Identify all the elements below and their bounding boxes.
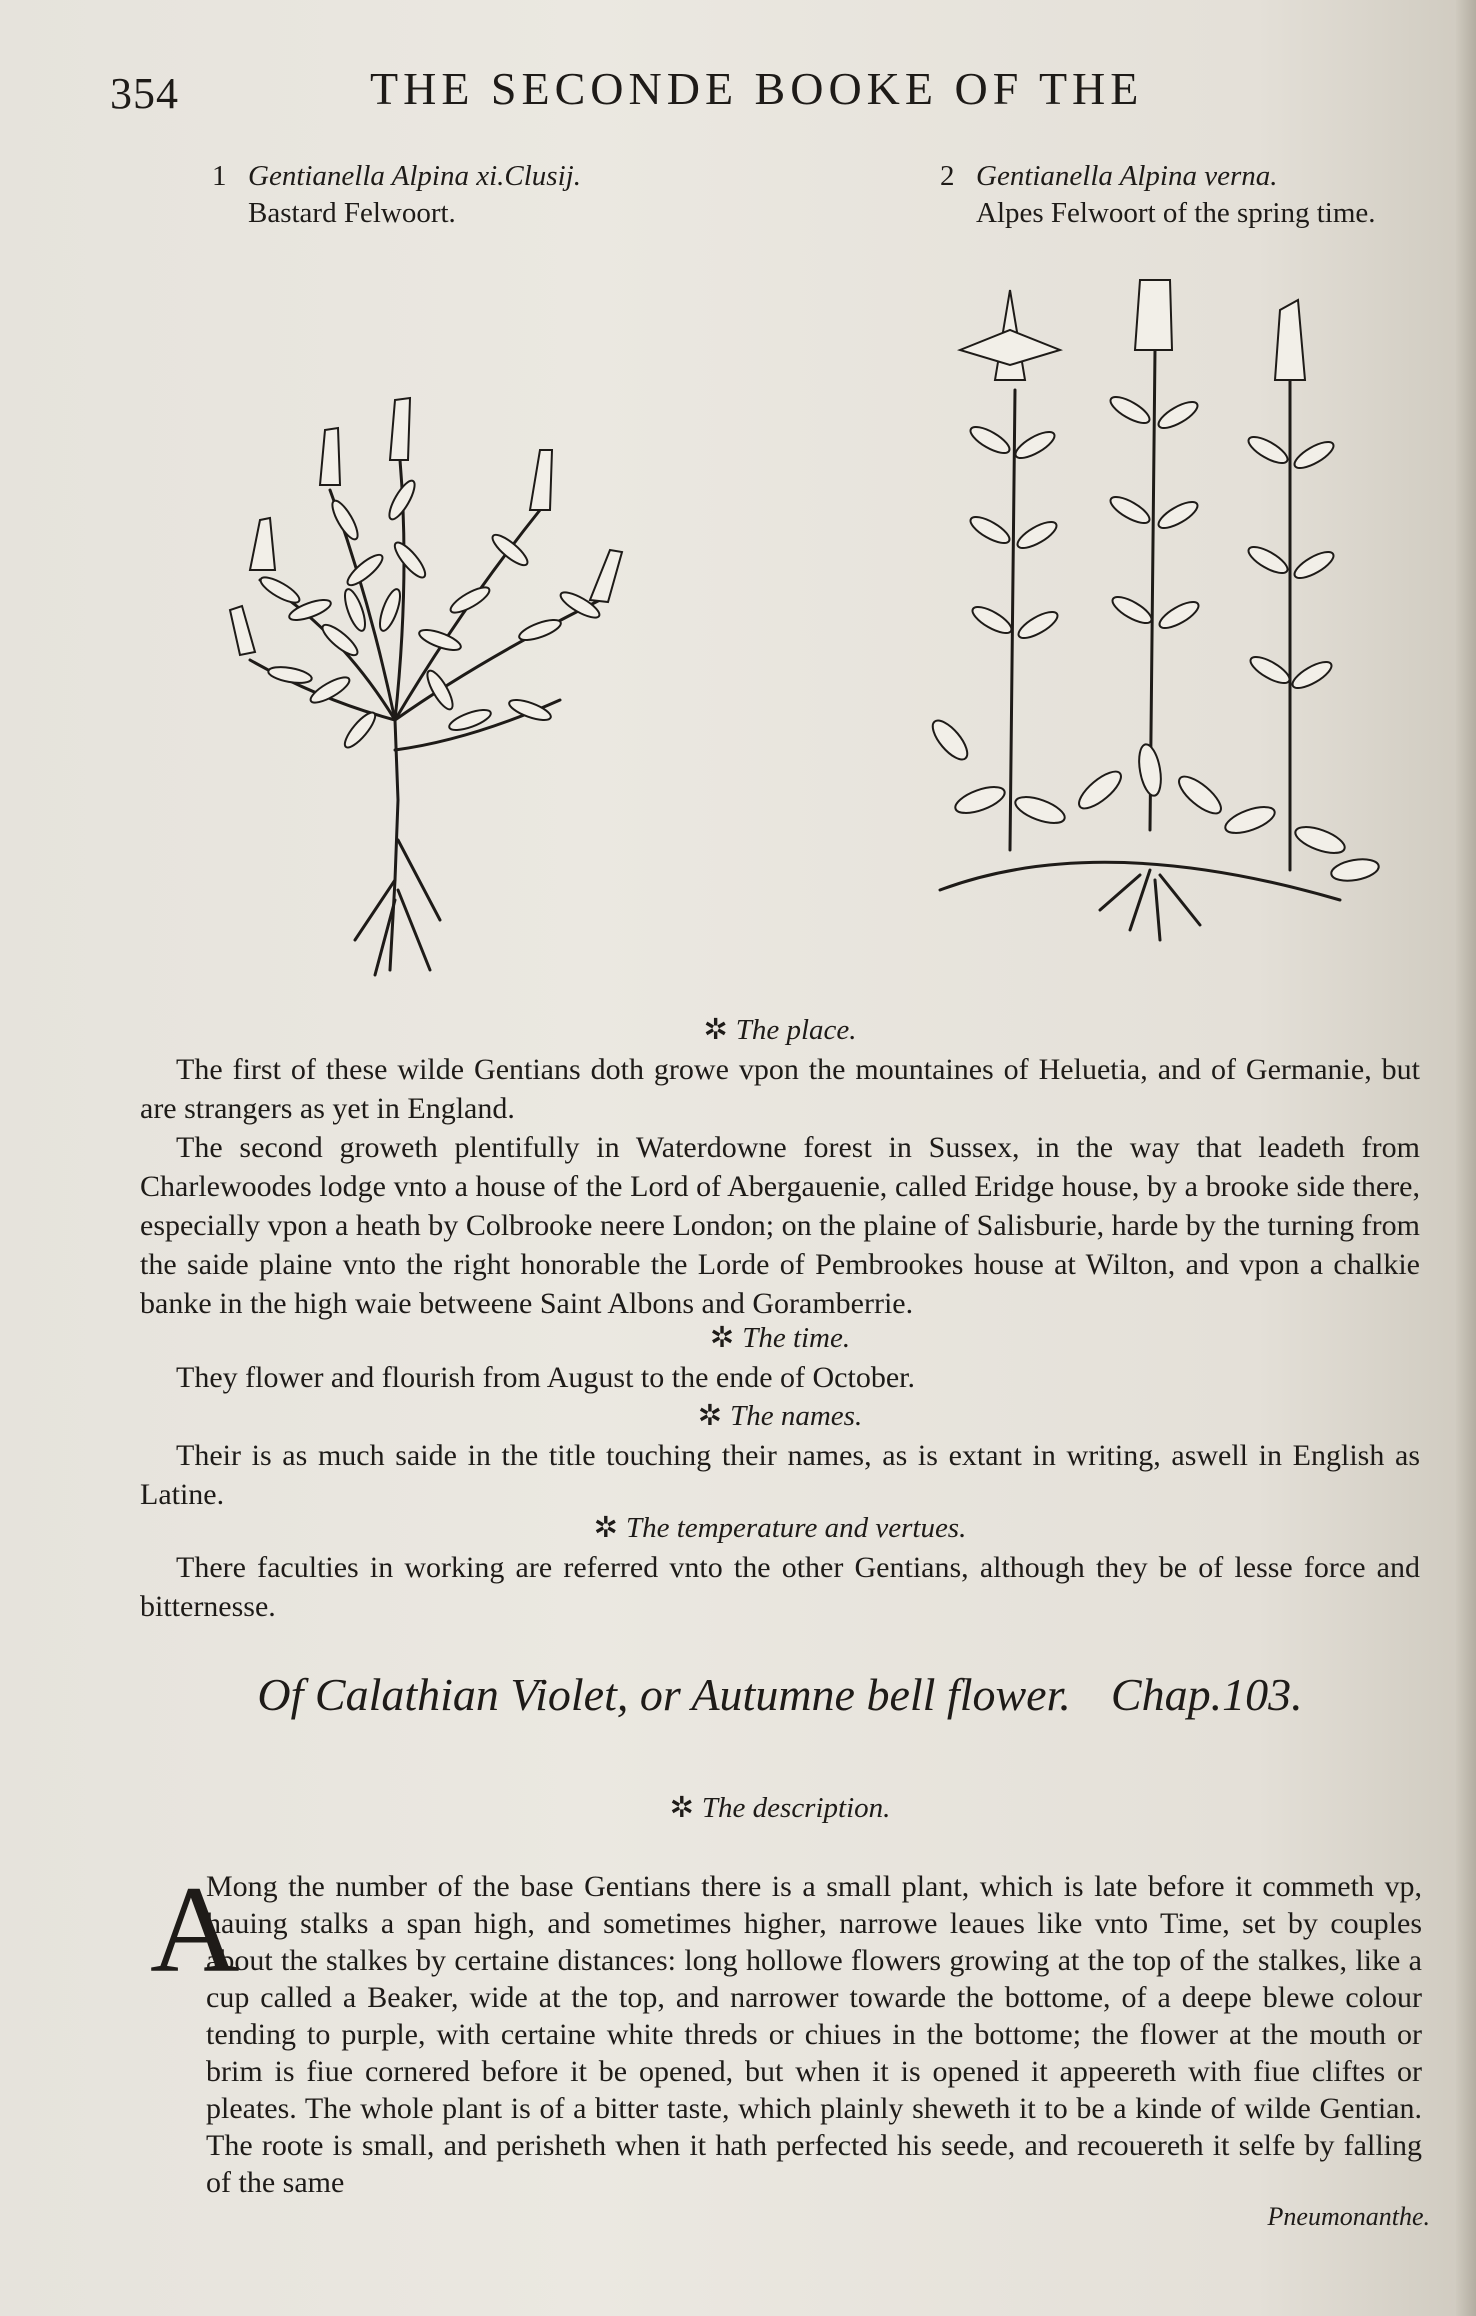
place-paragraph-2: The second groweth plentifully in Waterdowne forest in Sussex, in the way that leadeth from Charlewoodes lodge vnto a house of the Lord of Abergauenie, called Eridge house, by a brooke side there, especially vpon a heath by Colbrooke neere London; on the plaine of Salisburie, harde by the turning from the saide plaine vnto the right honorable the Lorde of Pembrookes house at Wilton, and vpon a chalkie banke in the high waie betweene Saint Albons and Goramberrie. [140, 1131, 1420, 1320]
section-place [140, 1010, 1420, 1323]
figure-1-caption [212, 158, 581, 232]
section-names [140, 1396, 1420, 1514]
figure-1-latin-name: Gentianella Alpina xi.Clusij. [248, 160, 581, 192]
chapter-number: Chap.103. [1110, 1669, 1303, 1720]
chapter-title-text: Of Calathian Violet, or Autumne bell flower. [257, 1669, 1071, 1720]
figure-2-caption [940, 158, 1376, 232]
star-ornament-place: ✲ [703, 1014, 728, 1046]
description-paragraph: Mong the number of the base Gentians there is a small plant, which is late before it commeth vp, hauing stalks a span high, and sometimes higher, narrowe leaues like vnto Time, set by couples about the stalkes by certaine distances: long hollowe flowers growing at the top of the stalkes, like a cup called a Beaker, wide at the top, and narrower towarde the bottome, of a deepe blewe colour tending to purple, with certaine white threds or chiues in the bottome; the flower at the mouth or brim is fiue cornered before it be opened, but when it is opened it appeereth with fiue cliftes or pleates. The whole plant is of a bitter taste, which plainly sheweth it to be a kinde of wilde Gentian. The roote is small, and perisheth when it hath perfected his seede, and recouereth it selfe by falling of the same [206, 1870, 1422, 2199]
star-ornament-time: ✲ [709, 1322, 735, 1354]
heading-time-text: The time. [742, 1322, 851, 1354]
heading-description [140, 1788, 1420, 1828]
section-temperature [140, 1508, 1420, 1626]
heading-temperature-text: The temperature and vertues. [625, 1512, 967, 1544]
running-title: THE SECONDE BOOKE OF THE [370, 63, 1144, 114]
figure-1-english-name: Bastard Felwoort. [248, 197, 456, 229]
place-paragraph-1: The first of these wilde Gentians doth growe vpon the mountaines of Heluetia, and of Germanie, but are strangers as yet in England. [140, 1053, 1420, 1125]
figure-2-english-name: Alpes Felwoort of the spring time. [976, 197, 1376, 229]
heading-names-text: The names. [730, 1400, 863, 1432]
page-header [110, 62, 1410, 122]
heading-place [140, 1010, 1420, 1050]
woodcut-bastard-felwoort [140, 280, 660, 980]
page-number: 354 [110, 69, 179, 118]
section-time [140, 1318, 1420, 1397]
section-description [140, 1788, 1420, 1828]
names-paragraph: Their is as much saide in the title touching their names, as is extant in writing, aswell in English as Latine. [140, 1439, 1420, 1511]
catchword: Pneumonanthe. [1267, 2202, 1430, 2231]
temperature-paragraph: There faculties in working are referred vnto the other Gentians, although they be of lesse force and bitternesse. [140, 1551, 1420, 1623]
heading-temperature [140, 1508, 1420, 1548]
star-ornament-names: ✲ [697, 1400, 723, 1432]
heading-time [140, 1318, 1420, 1358]
star-ornament-description: ✲ [669, 1792, 694, 1824]
heading-names [140, 1396, 1420, 1436]
time-paragraph: They flower and flourish from August to the ende of October. [176, 1361, 915, 1394]
heading-place-text: The place. [735, 1014, 857, 1046]
woodcut-alpes-felwoort [900, 270, 1420, 970]
page-gutter-shadow [1456, 0, 1476, 2316]
chapter-title [140, 1668, 1420, 1721]
star-ornament-temperature: ✲ [593, 1512, 618, 1544]
figure-2-latin-name: Gentianella Alpina verna. [976, 160, 1278, 192]
figure-2-number: 2 [940, 160, 955, 192]
heading-description-text: The description. [701, 1792, 891, 1824]
drop-cap-letter: A [150, 1861, 240, 1998]
figure-1-number: 1 [212, 160, 227, 192]
